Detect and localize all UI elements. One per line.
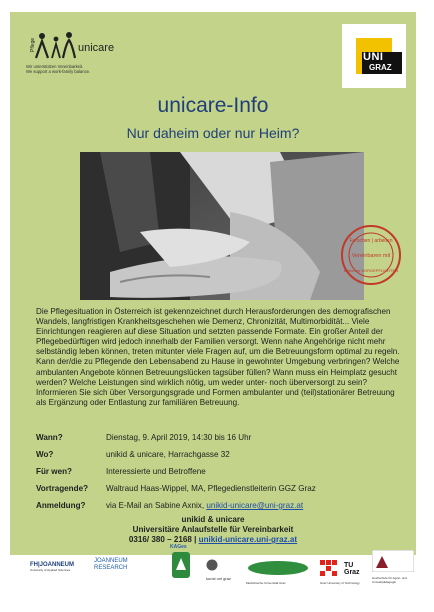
hands-photo [80, 152, 364, 300]
vereinbarkeit-stamp [340, 224, 402, 286]
kages-logo: KAGes [170, 544, 198, 590]
hochschule-logo: Hochschule für Agrar- und Umweltpädagogik [372, 550, 414, 584]
uni-logo-text: UNI [363, 51, 384, 63]
fh-joanneum-logo: FH|JOANNEUM University of Applied Sciences [30, 562, 75, 572]
body-text: Die Pflegesituation in Österreich ist gekennzeichnet durch Herausforderungen des demografischen Wandels, langfristigen Krankheitsgeschehen wie Demenz, Chronizität, Multimorbidität... Viele Einrichtungen reagieren auf diese Situation und setzten passende Formate. Ein großer Anteil der Pflegebedürftigen wird jedoch innerhalb der Familien versorgt. Wenn nahe Angehörige nicht mehr selbständig leben können, treten mitunter viele Fragen auf, um die Betreuungsform optimal zu regeln. Kann der/die zu Pflegende den Lebensabend zu Hause in gewohnter Umgebung verbringen? Welche ambulanten Angebote können Betreuungslücken tagsüber füllen? Wann muss ein Heimplatz gesucht werden? Welche Leistungen sind wirklich nötig, um weder unter- noch überversorgt zu sein? Informieren Sie sich über Versorgungsgrade und Formen ambulanter und (teil)stationärer Betreuung als Ergänzung oder Entlastung zur familiären Betreuung. [36, 307, 400, 407]
info-label-audience: Für wen? [36, 467, 72, 476]
tu-graz-logo: TU Graz Graz University of Technology [320, 562, 360, 585]
info-label-where: Wo? [36, 450, 54, 459]
med-uni-icon [246, 560, 310, 576]
kunst-uni-icon [206, 559, 218, 571]
info-row-when [36, 433, 406, 450]
footer-org: unikid & unicare [181, 515, 245, 524]
slogan-de: Wir unterstützen Vereinbarkeit. [26, 64, 84, 69]
slogan-en: We support a work-family balance. [26, 69, 91, 74]
svg-text:Betreuen SORGEPFLICHTEN: Betreuen SORGEPFLICHTEN [343, 268, 399, 273]
info-row-audience [36, 467, 406, 484]
unicare-logo [26, 30, 126, 60]
partner-logos [22, 544, 418, 592]
info-row-where [36, 450, 406, 467]
email-link[interactable]: unikid-unicare@uni-graz.at [206, 501, 304, 510]
info-label-registration: Anmeldung? [36, 501, 86, 510]
info-value-speaker: Waltraud Haas-Wippel, MA, Pflegedienstleiterin GGZ Graz [106, 484, 316, 493]
svg-text:Vereinbaren mit: Vereinbaren mit [351, 253, 391, 259]
coat-of-arms-icon [170, 550, 192, 580]
hochschule-icon [372, 550, 414, 572]
info-label-when: Wann? [36, 433, 63, 442]
kunst-uni-graz-logo: kunst uni graz [206, 558, 236, 581]
info-label-speaker: Vortragende? [36, 484, 89, 493]
footer-description: Universitäre Anlaufstelle für Vereinbarkeit [132, 525, 294, 534]
info-value-audience: Interessierte und Betroffene [106, 467, 206, 476]
registration-text: via E-Mail an Sabine Axnix, [106, 501, 207, 510]
event-info [36, 433, 406, 518]
joanneum-research-logo: JOANNEUM RESEARCH [94, 558, 128, 571]
svg-text:Forschen | arbeiten: Forschen | arbeiten [349, 238, 393, 244]
graz-logo-text: GRAZ [369, 63, 392, 72]
uni-graz-logo [342, 24, 406, 88]
footer-contact [10, 515, 416, 545]
med-uni-graz-logo: Medizinische Universität Graz [246, 560, 310, 585]
page-title: unicare-Info [157, 94, 269, 117]
footer-contact-line [10, 535, 416, 545]
unicare-wordmark: unicare [78, 42, 115, 54]
footer-phone: 0316/ 380 – 2168 | [128, 535, 199, 544]
svg-text:Pflege: Pflege [30, 37, 36, 52]
info-row-speaker [36, 484, 406, 501]
tu-graz-squares-icon [320, 560, 342, 576]
info-value-registration [106, 501, 303, 510]
page-subtitle: Nur daheim oder nur Heim? [126, 125, 300, 141]
info-value-when: Dienstag, 9. April 2019, 14:30 bis 16 Uhr [106, 433, 252, 442]
slogan [26, 64, 90, 74]
poster [10, 12, 416, 555]
info-value-where: unikid & unicare, Harrachgasse 32 [106, 450, 230, 459]
footer-website-link[interactable]: unikid-unicare.uni-graz.at [198, 535, 298, 544]
